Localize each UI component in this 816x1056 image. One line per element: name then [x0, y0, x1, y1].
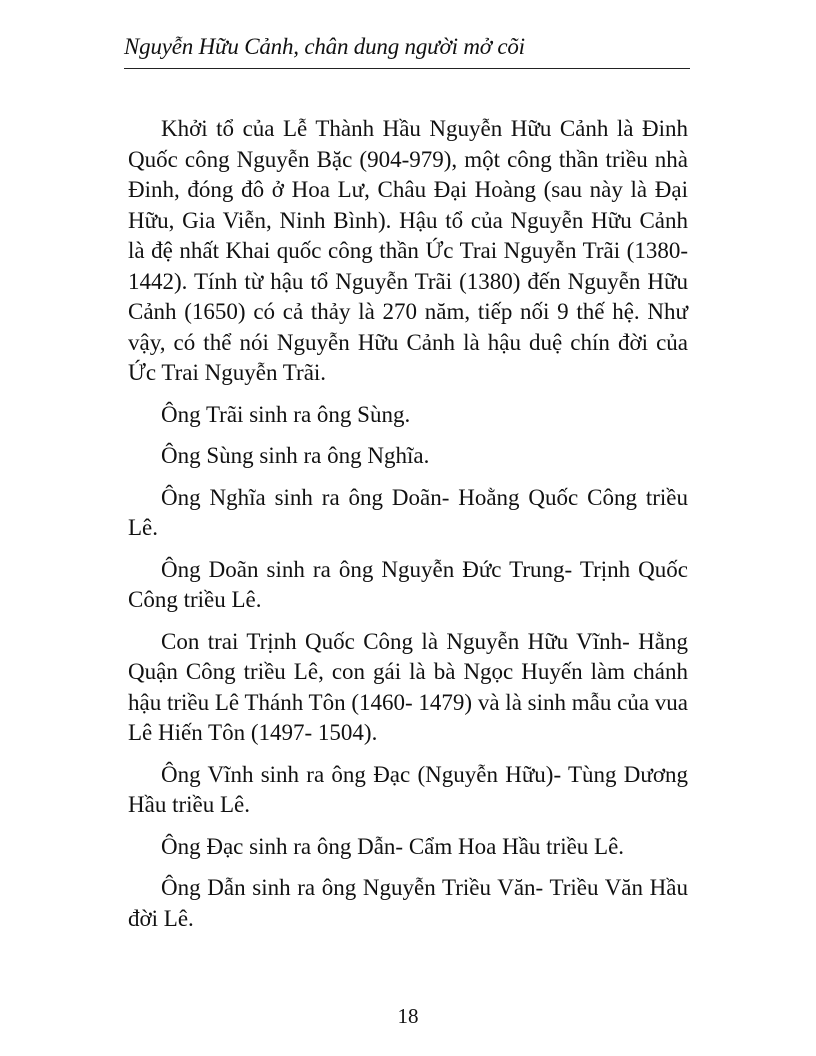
paragraph-nghia-doan: Ông Nghĩa sinh ra ông Doãn- Hoằng Quốc Công triều Lê. — [128, 484, 688, 540]
paragraph-vinh-ngoc-huyen: Con trai Trịnh Quốc Công là Nguyễn Hữu Vĩnh- Hằng Quận Công triều Lê, con gái là bà Ngọc Huyến làm chánh hậu triều Lê Thánh Tôn (1460- 1479) và là sinh mẫu của vua Lê Hiến Tôn (1497- 1504). — [128, 628, 688, 745]
running-header: Nguyễn Hữu Cảnh, chân dung người mở cõi — [124, 34, 525, 59]
paragraph-dan-trieu-van: Ông Dẫn sinh ra ông Nguyễn Triều Văn- Triều Văn Hầu đời Lê. — [128, 875, 688, 931]
paragraph-trai-sung: Ông Trãi sinh ra ông Sùng. — [161, 401, 411, 427]
body-text — [128, 114, 688, 945]
page-number: 18 — [397, 1004, 419, 1028]
header-rule — [124, 68, 690, 69]
paragraph-lineage-intro: Khởi tổ của Lễ Thành Hầu Nguyễn Hữu Cảnh là Đinh Quốc công Nguyễn Bặc (904-979), một công thần triều nhà Đinh, đóng đô ở Hoa Lư, Châu Đại Hoàng (sau này là Đại Hữu, Gia Viễn, Ninh Bình). Hậu tổ của Nguyễn Hữu Cảnh là đệ nhất Khai quốc công thần Ức Trai Nguyễn Trãi (1380-1442). Tính từ hậu tổ Nguyễn Trãi (1380) đến Nguyễn Hữu Cảnh (1650) có cả thảy là 270 năm, tiếp nối 9 thế hệ. Như vậy, có thể nói Nguyễn Hữu Cảnh là hậu duệ chín đời của Ức Trai Nguyễn Trãi. — [128, 116, 688, 385]
paragraph-doan-duc-trung: Ông Doãn sinh ra ông Nguyễn Đức Trung- Trịnh Quốc Công triều Lê. — [128, 556, 688, 612]
paragraph-dac-dan: Ông Đạc sinh ra ông Dẫn- Cẩm Hoa Hầu triều Lê. — [161, 833, 625, 859]
paragraph-sung-nghia: Ông Sùng sinh ra ông Nghĩa. — [161, 443, 430, 468]
paragraph-vinh-dac: Ông Vĩnh sinh ra ông Đạc (Nguyễn Hữu)- Tùng Dương Hầu triều Lê. — [128, 761, 688, 817]
